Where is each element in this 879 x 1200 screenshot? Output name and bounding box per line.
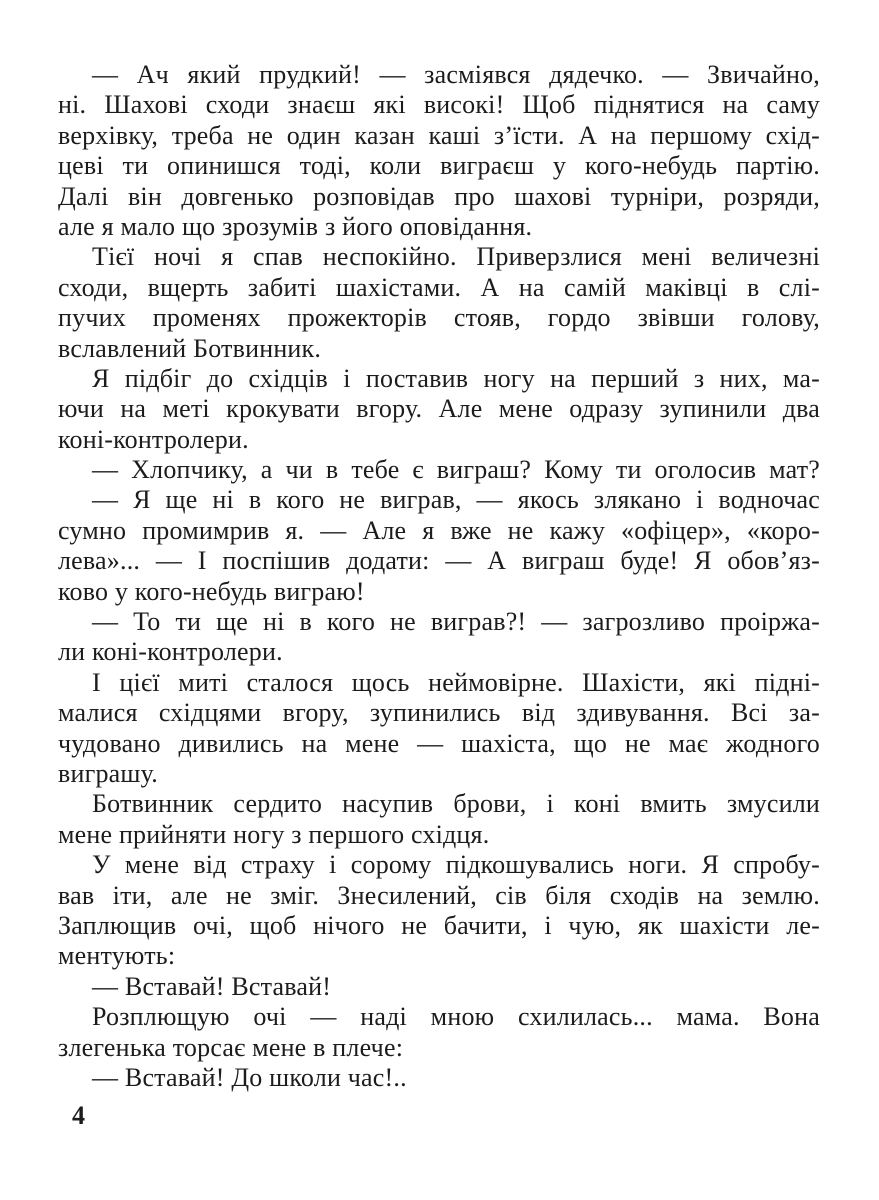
- text-line: — Ач який прудкий! — засміявся дядечко. — Звичайно,: [92, 60, 820, 89]
- text-line: пучих променях прожекторів стояв, гордо звівши голову,: [58, 303, 820, 333]
- text-line: ні. Шахові сходи знаєш які високі! Щоб піднятися на саму: [58, 90, 820, 120]
- text-line: вславлений Ботвинник.: [58, 333, 322, 363]
- text-line: виграшу.: [58, 758, 158, 788]
- text-line: мене прийняти ногу з першого східця.: [58, 819, 490, 849]
- text-line: верхівку, треба не один казан каші з’їсти. А на першому схід-: [58, 120, 820, 150]
- text-line: Заплющив очі, щоб нічого не бачити, і чую, як шахісти ле-: [58, 910, 820, 940]
- text-line: — Вставай! Вставай!: [92, 971, 332, 1001]
- text-line: — То ти ще ні в кого не виграв?! — загрозливо проіржа-: [92, 607, 820, 637]
- text-line: Ботвинник сердито насупив брови, і коні вмить змусили: [92, 789, 820, 819]
- text-line: І цієї миті сталося щось неймовірне. Шахісти, які підні-: [92, 667, 820, 697]
- text-line: малися східцями вгору, зупинились від здивування. Всі за-: [58, 698, 820, 728]
- text-line: Тієї ночі я спав неспокійно. Приверзлися мені величезні: [92, 242, 820, 272]
- text-line: У мене від страху і сорому підкошувались ноги. Я спробу-: [92, 850, 820, 880]
- text-line: сумно промимрив я. — Але я вже не кажу «офіцер», «коро-: [58, 515, 820, 545]
- text-line: ючи на меті крокувати вгору. Але мене одразу зупинили два: [58, 394, 820, 424]
- text-line: — Вставай! До школи час!..: [92, 1062, 407, 1092]
- text-line: Розплющую очі — наді мною схилилась... мама. Вона: [92, 1002, 820, 1032]
- text-line: — Хлопчику, а чи в тебе є виграш? Кому ти оголосив мат?: [92, 455, 820, 485]
- text-line: але я мало що зрозумів з його оповідання.: [58, 211, 533, 241]
- text-line: сходи, вщерть забиті шахістами. А на самій маківці в слі-: [58, 272, 820, 302]
- text-line: ментують:: [58, 941, 176, 971]
- text-line: — Я ще ні в кого не виграв, — якось злякано і водночас: [92, 485, 820, 515]
- text-line: чудовано дивились на мене — шахіста, що не має жодного: [58, 728, 820, 758]
- text-line: злегенька торсає мене в плече:: [58, 1032, 404, 1062]
- text-line: Я підбіг до східців і поставив ногу на перший з них, ма-: [92, 363, 820, 393]
- text-line: ково у кого-небудь виграю!: [58, 576, 365, 606]
- text-line: ли коні-контролери.: [58, 637, 283, 667]
- text-line: Далі він довгенько розповідав про шахові турніри, розряди,: [58, 181, 820, 211]
- text-line: лева»... — І поспішив додати: — А виграш буде! Я обов’яз-: [58, 546, 820, 576]
- text-line: вав іти, але не зміг. Знесилений, сів біля сходів на землю.: [58, 880, 820, 910]
- page-text-block: [58, 60, 820, 1093]
- page-number: 4: [72, 1101, 85, 1130]
- text-line: коні-контролери.: [58, 424, 249, 454]
- text-line: цеві ти опинишся тоді, коли виграєш у кого-небудь партію.: [58, 151, 820, 181]
